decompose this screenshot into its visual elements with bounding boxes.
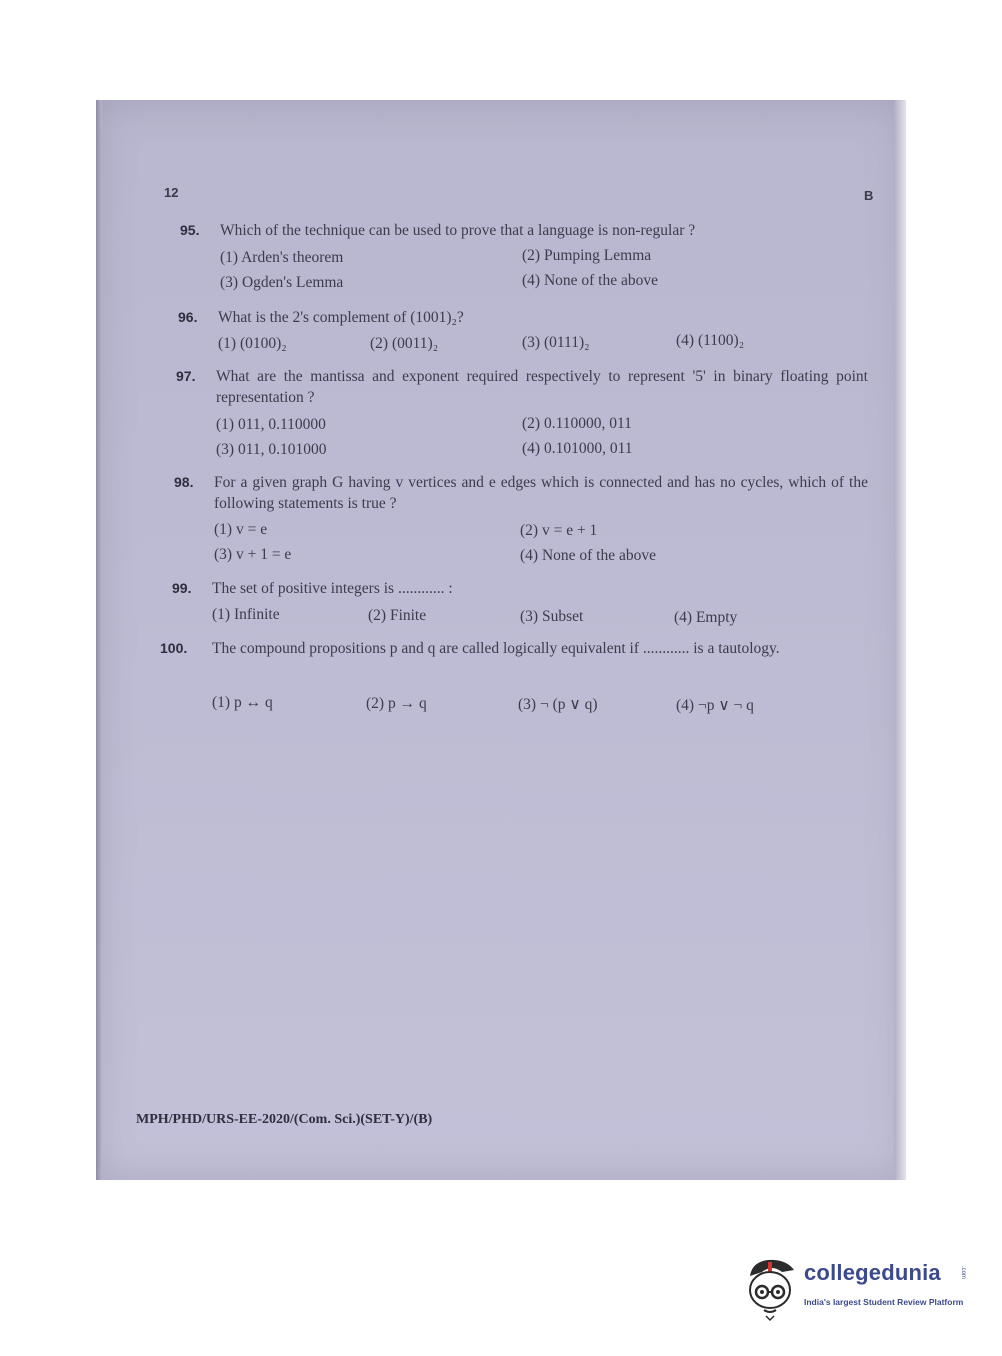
option-4: (4) None of the above xyxy=(520,547,657,564)
question-text: For a given graph G having v vertices and e edges which is connected and has no cycles, which of the following statements is true ? xyxy=(214,474,868,512)
option-4: (4) Empty xyxy=(674,609,738,626)
question-number: 99. xyxy=(172,580,192,596)
question-text: What is the 2's complement of (1001)₂? xyxy=(218,309,464,326)
option-3: (3) v + 1 = e xyxy=(214,546,292,563)
page-right-edge xyxy=(894,100,906,1180)
question-number: 96. xyxy=(178,309,198,325)
option-1: (1) (0100)₂ xyxy=(218,335,287,352)
option-1: (1) p ↔ q xyxy=(212,694,273,711)
question-95 xyxy=(180,220,880,295)
option-2: (2) 0.110000, 011 xyxy=(522,415,632,432)
brand-suffix: .com xyxy=(960,1266,966,1280)
option-3: (3) Subset xyxy=(520,608,584,625)
collegedunia-logo xyxy=(742,1254,972,1324)
question-number: 95. xyxy=(180,222,200,238)
option-3: (3) 011, 0.101000 xyxy=(216,441,327,458)
question-text: The compound propositions p and q are called logically equivalent if ............ is a tautology. xyxy=(212,640,780,657)
question-99 xyxy=(172,578,872,628)
option-3: (3) (0111)₂ xyxy=(522,334,590,351)
question-100 xyxy=(160,638,872,718)
option-3: (3) Ogden's Lemma xyxy=(220,274,344,291)
option-2: (2) p → q xyxy=(366,695,427,712)
page-number: 12 xyxy=(164,185,179,200)
question-text: What are the mantissa and exponent required respectively to represent '5' in binary floating point representation ? xyxy=(216,368,868,406)
brand-name: collegedunia xyxy=(804,1260,941,1285)
mascot-icon xyxy=(742,1254,802,1324)
question-number: 98. xyxy=(174,474,194,490)
question-text: The set of positive integers is ............ : xyxy=(212,580,453,597)
question-number: 100. xyxy=(160,640,188,656)
brand-tagline: India's largest Student Review Platform xyxy=(804,1297,964,1307)
question-97 xyxy=(176,366,876,462)
option-1: (1) 011, 0.110000 xyxy=(216,416,326,433)
paper-code-footer: MPH/PHD/URS-EE-2020/(Com. Sci.)(SET-Y)/(B) xyxy=(136,1112,433,1127)
option-4: (4) (1100)₂ xyxy=(676,332,745,349)
option-4: (4) ¬p ∨ ¬ q xyxy=(676,697,754,714)
option-2: (2) Finite xyxy=(368,607,427,624)
option-2: (2) v = e + 1 xyxy=(520,522,598,539)
question-96 xyxy=(178,307,878,357)
option-1: (1) Arden's theorem xyxy=(220,249,344,266)
scanned-page xyxy=(96,100,906,1180)
option-4: (4) 0.101000, 011 xyxy=(522,440,633,457)
option-1: (1) Infinite xyxy=(212,606,280,623)
option-4: (4) None of the above xyxy=(522,272,659,289)
paper-set-label: B xyxy=(864,188,874,203)
option-1: (1) v = e xyxy=(214,521,268,538)
question-98 xyxy=(174,472,874,568)
question-number: 97. xyxy=(176,368,196,384)
page-left-edge xyxy=(96,100,102,1180)
option-2: (2) (0011)₂ xyxy=(370,335,439,352)
question-text: Which of the technique can be used to prove that a language is non-regular ? xyxy=(220,222,696,239)
option-3: (3) ¬ (p ∨ q) xyxy=(518,696,598,713)
option-2: (2) Pumping Lemma xyxy=(522,247,652,264)
